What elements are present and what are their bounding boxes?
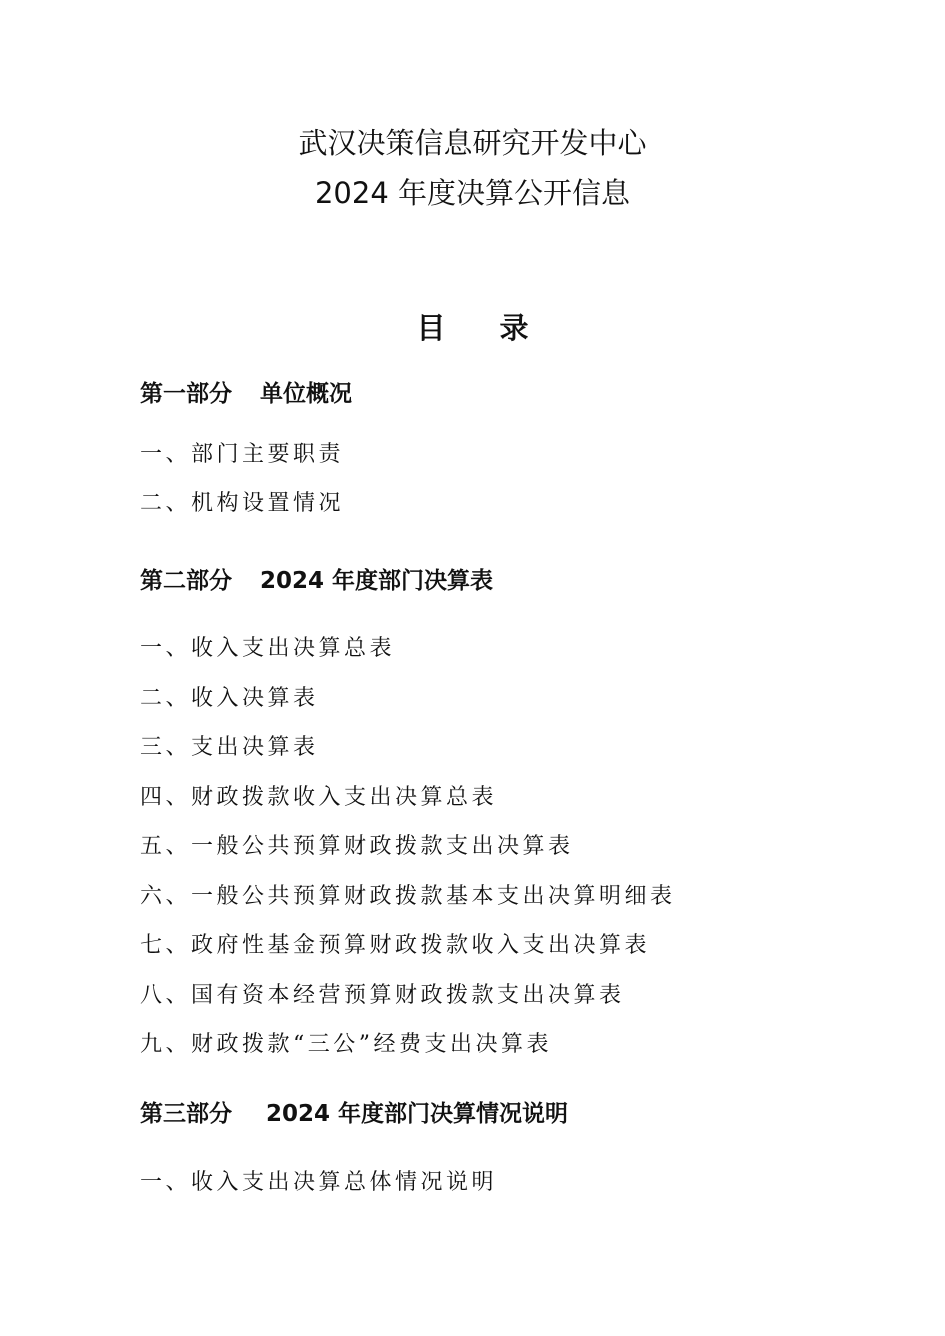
toc-item: 三、支出决算表 (140, 735, 319, 760)
toc-item: 七、政府性基金预算财政拨款收入支出决算表 (140, 933, 651, 958)
part3-title (140, 1099, 900, 1129)
part1-name: 单位概况 (260, 381, 352, 407)
part1-list (140, 440, 900, 520)
toc-item: 五、一般公共预算财政拨款支出决算表 (140, 834, 574, 859)
toc-item: 六、一般公共预算财政拨款基本支出决算明细表 (140, 884, 676, 909)
toc-item: 九、财政拨款“三公”经费支出决算表 (140, 1032, 552, 1057)
document-title (0, 118, 945, 218)
toc-item: 二、收入决算表 (140, 686, 319, 711)
part2-name: 2024 年度部门决算表 (260, 568, 494, 594)
title-line-report: 2024 年度决算公开信息 (314, 176, 631, 210)
toc-item: 二、机构设置情况 (140, 491, 345, 516)
part1-title (140, 379, 900, 409)
part2-title (140, 566, 900, 596)
title-line-organization: 武汉决策信息研究开发中心 (298, 126, 647, 160)
toc-item: 一、收入支出决算总体情况说明 (140, 1170, 498, 1195)
part1-label: 第一部分 (140, 381, 232, 407)
toc-item: 四、财政拨款收入支出决算总表 (140, 785, 498, 810)
part2-list (140, 634, 900, 1074)
part3-name: 2024 年度部门决算情况说明 (266, 1101, 569, 1127)
toc-heading: 目录 (416, 311, 583, 345)
toc-item: 一、收入支出决算总表 (140, 636, 396, 661)
part2-label: 第二部分 (140, 568, 232, 594)
part3-label: 第三部分 (140, 1101, 232, 1127)
toc-item: 一、部门主要职责 (140, 442, 345, 467)
toc-item: 八、国有资本经营预算财政拨款支出决算表 (140, 983, 625, 1008)
part3-list (140, 1168, 900, 1208)
